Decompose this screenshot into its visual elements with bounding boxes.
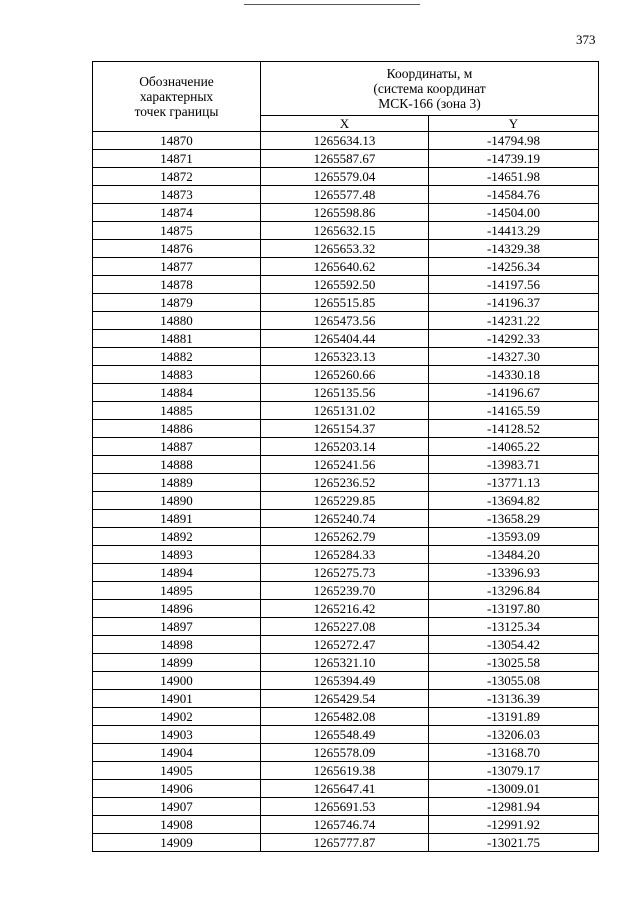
table-row	[93, 690, 599, 708]
y-coordinate-cell: -13694.82	[429, 492, 599, 510]
point-id-cell: 14909	[93, 834, 261, 852]
y-coordinate-cell: -14651.98	[429, 168, 599, 186]
x-coordinate-cell: 1265515.85	[261, 294, 429, 312]
point-id-cell: 14906	[93, 780, 261, 798]
point-id-cell: 14884	[93, 384, 261, 402]
x-coordinate-cell: 1265429.54	[261, 690, 429, 708]
y-coordinate-cell: -13771.13	[429, 474, 599, 492]
x-coordinate-cell: 1265777.87	[261, 834, 429, 852]
y-coordinate-cell: -14256.34	[429, 258, 599, 276]
y-coordinate-cell: -13055.08	[429, 672, 599, 690]
point-id-cell: 14908	[93, 816, 261, 834]
point-id-cell: 14897	[93, 618, 261, 636]
table-row	[93, 600, 599, 618]
y-coordinate-cell: -13136.39	[429, 690, 599, 708]
x-coordinate-cell: 1265227.08	[261, 618, 429, 636]
table-row	[93, 474, 599, 492]
x-coordinate-cell: 1265241.56	[261, 456, 429, 474]
table-row	[93, 276, 599, 294]
y-coordinate-cell: -14128.52	[429, 420, 599, 438]
y-coordinate-cell: -14231.22	[429, 312, 599, 330]
y-coordinate-cell: -13658.29	[429, 510, 599, 528]
point-id-cell: 14874	[93, 204, 261, 222]
x-coordinate-cell: 1265240.74	[261, 510, 429, 528]
y-coordinate-cell: -14165.59	[429, 402, 599, 420]
point-id-cell: 14875	[93, 222, 261, 240]
table-row	[93, 258, 599, 276]
table-row	[93, 582, 599, 600]
point-id-cell: 14907	[93, 798, 261, 816]
y-coordinate-cell: -13593.09	[429, 528, 599, 546]
x-coordinate-cell: 1265746.74	[261, 816, 429, 834]
x-coordinate-cell: 1265154.37	[261, 420, 429, 438]
header-y: Y	[429, 116, 599, 132]
table-row	[93, 420, 599, 438]
x-coordinate-cell: 1265587.67	[261, 150, 429, 168]
y-coordinate-cell: -13025.58	[429, 654, 599, 672]
x-coordinate-cell: 1265275.73	[261, 564, 429, 582]
x-coordinate-cell: 1265578.09	[261, 744, 429, 762]
y-coordinate-cell: -14584.76	[429, 186, 599, 204]
table-row	[93, 744, 599, 762]
x-coordinate-cell: 1265577.48	[261, 186, 429, 204]
table-row	[93, 654, 599, 672]
table-row	[93, 384, 599, 402]
x-coordinate-cell: 1265691.53	[261, 798, 429, 816]
coordinates-table	[92, 61, 599, 852]
y-coordinate-cell: -13079.17	[429, 762, 599, 780]
point-id-cell: 14872	[93, 168, 261, 186]
x-coordinate-cell: 1265135.56	[261, 384, 429, 402]
x-coordinate-cell: 1265640.62	[261, 258, 429, 276]
table-row	[93, 186, 599, 204]
x-coordinate-cell: 1265236.52	[261, 474, 429, 492]
y-coordinate-cell: -13296.84	[429, 582, 599, 600]
point-id-cell: 14894	[93, 564, 261, 582]
y-coordinate-cell: -14292.33	[429, 330, 599, 348]
y-coordinate-cell: -14739.19	[429, 150, 599, 168]
point-id-cell: 14882	[93, 348, 261, 366]
point-id-cell: 14895	[93, 582, 261, 600]
y-coordinate-cell: -13125.34	[429, 618, 599, 636]
y-coordinate-cell: -14196.37	[429, 294, 599, 312]
y-coordinate-cell: -13197.80	[429, 600, 599, 618]
table-row	[93, 492, 599, 510]
table-row	[93, 834, 599, 852]
point-id-cell: 14896	[93, 600, 261, 618]
point-id-cell: 14892	[93, 528, 261, 546]
point-id-cell: 14885	[93, 402, 261, 420]
y-coordinate-cell: -14504.00	[429, 204, 599, 222]
y-coordinate-cell: -14794.98	[429, 132, 599, 150]
y-coordinate-cell: -12981.94	[429, 798, 599, 816]
table-row	[93, 402, 599, 420]
x-coordinate-cell: 1265260.66	[261, 366, 429, 384]
table-row	[93, 510, 599, 528]
point-id-cell: 14887	[93, 438, 261, 456]
point-id-cell: 14899	[93, 654, 261, 672]
point-id-cell: 14881	[93, 330, 261, 348]
table-row	[93, 798, 599, 816]
table-row	[93, 780, 599, 798]
point-id-cell: 14901	[93, 690, 261, 708]
table-row	[93, 456, 599, 474]
table-row	[93, 222, 599, 240]
point-id-cell: 14886	[93, 420, 261, 438]
y-coordinate-cell: -14330.18	[429, 366, 599, 384]
point-id-cell: 14879	[93, 294, 261, 312]
x-coordinate-cell: 1265579.04	[261, 168, 429, 186]
x-coordinate-cell: 1265239.70	[261, 582, 429, 600]
point-id-cell: 14898	[93, 636, 261, 654]
y-coordinate-cell: -13396.93	[429, 564, 599, 582]
table-row	[93, 312, 599, 330]
point-id-cell: 14905	[93, 762, 261, 780]
table-row	[93, 672, 599, 690]
table-row	[93, 726, 599, 744]
y-coordinate-cell: -13983.71	[429, 456, 599, 474]
y-coordinate-cell: -13021.75	[429, 834, 599, 852]
x-coordinate-cell: 1265404.44	[261, 330, 429, 348]
x-coordinate-cell: 1265272.47	[261, 636, 429, 654]
table-row	[93, 564, 599, 582]
point-id-cell: 14878	[93, 276, 261, 294]
x-coordinate-cell: 1265619.38	[261, 762, 429, 780]
y-coordinate-cell: -13054.42	[429, 636, 599, 654]
point-id-cell: 14903	[93, 726, 261, 744]
point-id-cell: 14870	[93, 132, 261, 150]
table-row	[93, 708, 599, 726]
x-coordinate-cell: 1265473.56	[261, 312, 429, 330]
table-row	[93, 528, 599, 546]
x-coordinate-cell: 1265262.79	[261, 528, 429, 546]
point-id-cell: 14889	[93, 474, 261, 492]
y-coordinate-cell: -14327.30	[429, 348, 599, 366]
x-coordinate-cell: 1265131.02	[261, 402, 429, 420]
table-row	[93, 636, 599, 654]
header-coordinates-label: Координаты, м (система координат МСК-166 (зона 3)	[261, 62, 599, 116]
point-id-cell: 14890	[93, 492, 261, 510]
y-coordinate-cell: -14197.56	[429, 276, 599, 294]
x-coordinate-cell: 1265592.50	[261, 276, 429, 294]
table-row	[93, 348, 599, 366]
point-id-cell: 14902	[93, 708, 261, 726]
table-row	[93, 546, 599, 564]
x-coordinate-cell: 1265203.14	[261, 438, 429, 456]
header-x: X	[261, 116, 429, 132]
table-row	[93, 762, 599, 780]
table-row	[93, 168, 599, 186]
table-row	[93, 132, 599, 150]
x-coordinate-cell: 1265321.10	[261, 654, 429, 672]
x-coordinate-cell: 1265394.49	[261, 672, 429, 690]
page-number: 373	[576, 32, 596, 47]
y-coordinate-cell: -13191.89	[429, 708, 599, 726]
y-coordinate-cell: -12991.92	[429, 816, 599, 834]
y-coordinate-cell: -14196.67	[429, 384, 599, 402]
point-id-cell: 14904	[93, 744, 261, 762]
table-row	[93, 618, 599, 636]
table-row	[93, 366, 599, 384]
point-id-cell: 14871	[93, 150, 261, 168]
table-row	[93, 294, 599, 312]
point-id-cell: 14893	[93, 546, 261, 564]
x-coordinate-cell: 1265634.13	[261, 132, 429, 150]
x-coordinate-cell: 1265482.08	[261, 708, 429, 726]
x-coordinate-cell: 1265647.41	[261, 780, 429, 798]
x-coordinate-cell: 1265284.33	[261, 546, 429, 564]
point-id-cell: 14888	[93, 456, 261, 474]
point-id-cell: 14880	[93, 312, 261, 330]
table-row	[93, 150, 599, 168]
x-coordinate-cell: 1265653.32	[261, 240, 429, 258]
y-coordinate-cell: -13484.20	[429, 546, 599, 564]
point-id-cell: 14876	[93, 240, 261, 258]
x-coordinate-cell: 1265216.42	[261, 600, 429, 618]
table-row	[93, 816, 599, 834]
y-coordinate-cell: -13168.70	[429, 744, 599, 762]
y-coordinate-cell: -13206.03	[429, 726, 599, 744]
x-coordinate-cell: 1265229.85	[261, 492, 429, 510]
table-row	[93, 438, 599, 456]
x-coordinate-cell: 1265632.15	[261, 222, 429, 240]
header-point-label: Обозначение характерных точек границы	[93, 62, 261, 132]
point-id-cell: 14891	[93, 510, 261, 528]
y-coordinate-cell: -13009.01	[429, 780, 599, 798]
table-body	[93, 132, 599, 852]
point-id-cell: 14877	[93, 258, 261, 276]
point-id-cell: 14873	[93, 186, 261, 204]
x-coordinate-cell: 1265323.13	[261, 348, 429, 366]
y-coordinate-cell: -14065.22	[429, 438, 599, 456]
table-row	[93, 330, 599, 348]
point-id-cell: 14900	[93, 672, 261, 690]
header-rule	[244, 4, 420, 5]
y-coordinate-cell: -14413.29	[429, 222, 599, 240]
table-row	[93, 240, 599, 258]
x-coordinate-cell: 1265548.49	[261, 726, 429, 744]
y-coordinate-cell: -14329.38	[429, 240, 599, 258]
point-id-cell: 14883	[93, 366, 261, 384]
x-coordinate-cell: 1265598.86	[261, 204, 429, 222]
table-row	[93, 204, 599, 222]
